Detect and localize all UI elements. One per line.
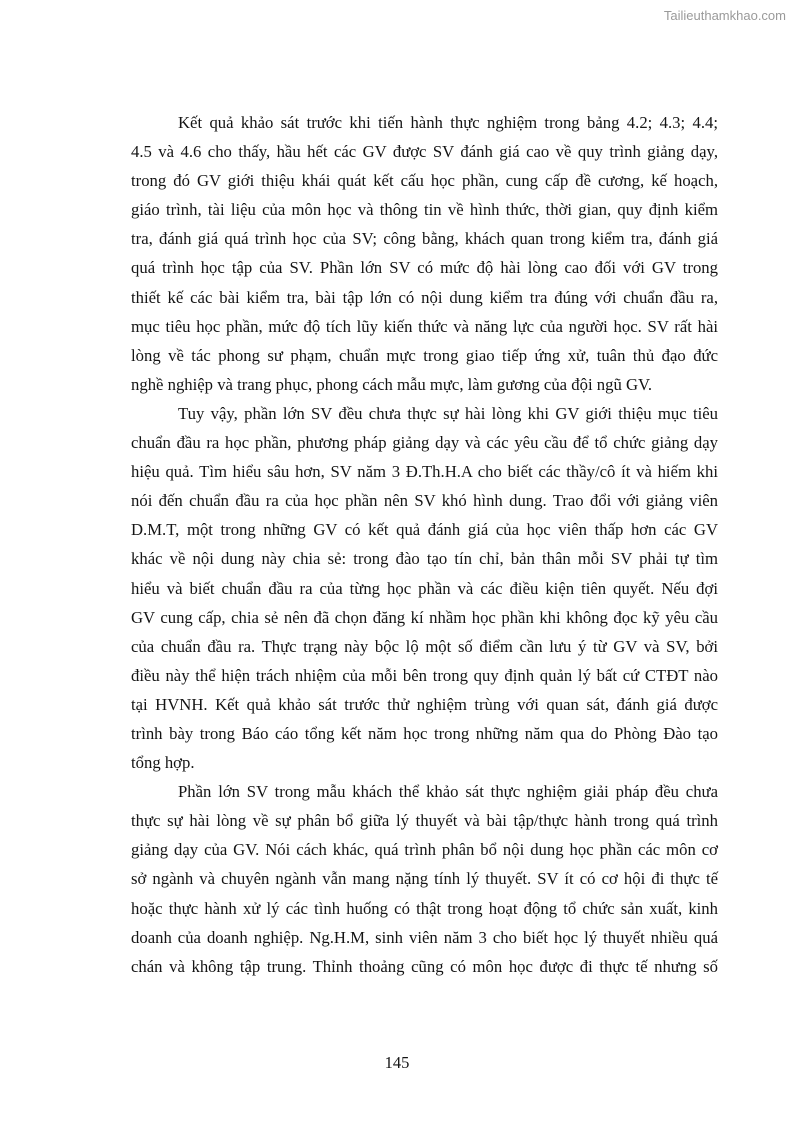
text-line: GV cung cấp, chia sẻ nên đã chọn đăng kí nhầm học phần khi không đọc kỹ yêu cầu xyxy=(131,607,718,627)
text-line: mục tiêu học phần, mức độ tích lũy kiến thức và năng lực của người học. SV rất hài xyxy=(131,316,718,336)
text-line: thiết kế các bài kiểm tra, bài tập lớn có nội dung kiểm tra đúng với chuẩn đầu ra, xyxy=(131,287,718,307)
text-line: doanh của doanh nghiệp. Ng.H.M, sinh viên năm 3 cho biết học lý thuyết nhiều quá xyxy=(131,927,718,947)
text-line: trình bày trong Báo cáo tổng kết năm học trong những năm qua do Phòng Đào tạo xyxy=(131,723,718,743)
text-line: giáo trình, tài liệu của môn học và thông tin về hình thức, thời gian, quy định kiểm xyxy=(131,200,718,220)
body-text xyxy=(131,108,718,981)
text-line: tổng hợp. xyxy=(131,753,195,773)
text-line: giảng dạy của GV. Nói cách khác, quá trình phân bổ nội dung học phần các môn cơ xyxy=(131,840,718,860)
text-line: hoặc thực hành xử lý các tình huống có thật trong hoạt động tổ chức sản xuất, kinh xyxy=(131,898,718,918)
paragraph xyxy=(131,108,718,399)
text-line: trong đó GV giới thiệu khái quát kết cấu học phần, cung cấp đề cương, kế hoạch, xyxy=(131,171,718,191)
text-line: 4.5 và 4.6 cho thấy, hầu hết các GV được SV đánh giá cao về quy trình giảng dạy, xyxy=(131,142,718,162)
text-line: khác về nội dung này chia sẻ: trong đào tạo tín chỉ, bản thân mỗi SV phải tự tìm xyxy=(131,549,718,569)
text-line: quá trình học tập của SV. Phần lớn SV có mức độ hài lòng cao đối với GV trong xyxy=(131,258,718,278)
text-line: hiểu và biết chuẩn đầu ra của từng học phần và các điều kiện tiên quyết. Nếu đợi xyxy=(131,578,718,598)
text-line: điều này thể hiện trách nhiệm của mỗi bên trong quy định quản lý bất cứ CTĐT nào xyxy=(131,665,718,685)
page-number: 145 xyxy=(384,1053,410,1072)
text-line: nói đến chuẩn đầu ra của học phần nên SV khó hình dung. Trao đổi với giảng viên xyxy=(131,491,718,511)
text-line: lòng về tác phong sư phạm, chuẩn mực trong giao tiếp ứng xử, tuân thủ đạo đức xyxy=(131,345,718,365)
text-line: Kết quả khảo sát trước khi tiến hành thực nghiệm trong bảng 4.2; 4.3; 4.4; xyxy=(178,113,718,132)
text-line: tra, đánh giá quá trình học của SV; công bằng, khách quan trong kiểm tra, đánh giá xyxy=(131,229,718,249)
text-line: Phần lớn SV trong mẫu khách thể khảo sát thực nghiệm giải pháp đều chưa xyxy=(178,782,718,802)
text-line: hiệu quả. Tìm hiểu sâu hơn, SV năm 3 Đ.Th.H.A cho biết các thầy/cô ít và hiếm khi xyxy=(131,462,718,482)
text-line: của chuẩn đầu ra. Thực trạng này bộc lộ một số điểm cần lưu ý từ GV và SV, bởi xyxy=(131,636,718,656)
text-line: chán và không tập trung. Thỉnh thoảng cũng có môn học được đi thực tế nhưng số xyxy=(131,956,718,976)
text-line: Tuy vậy, phần lớn SV đều chưa thực sự hài lòng khi GV giới thiệu mục tiêu xyxy=(178,403,718,423)
text-line: tại HVNH. Kết quả khảo sát trước thử nghiệm trùng với quan sát, đánh giá được xyxy=(131,694,718,714)
text-line: sở ngành và chuyên ngành vẫn mang nặng tính lý thuyết. SV ít có cơ hội đi thực tế xyxy=(131,869,718,889)
text-line: chuẩn đầu ra học phần, phương pháp giảng dạy và các yêu cầu để tổ chức giảng dạy xyxy=(131,433,718,453)
paragraph xyxy=(131,777,718,981)
text-line: D.M.T, một trong những GV có kết quả đánh giá của học viên thấp hơn các GV xyxy=(131,520,718,540)
watermark: Tailieuthamkhao.com xyxy=(663,8,786,23)
text-line: nghề nghiệp và trang phục, phong cách mẫu mực, làm gương của đội ngũ GV. xyxy=(131,374,653,394)
paragraph xyxy=(131,399,718,777)
text-line: thực sự hài lòng về sự phân bổ giữa lý thuyết và bài tập/thực hành trong quá trình xyxy=(131,811,718,831)
